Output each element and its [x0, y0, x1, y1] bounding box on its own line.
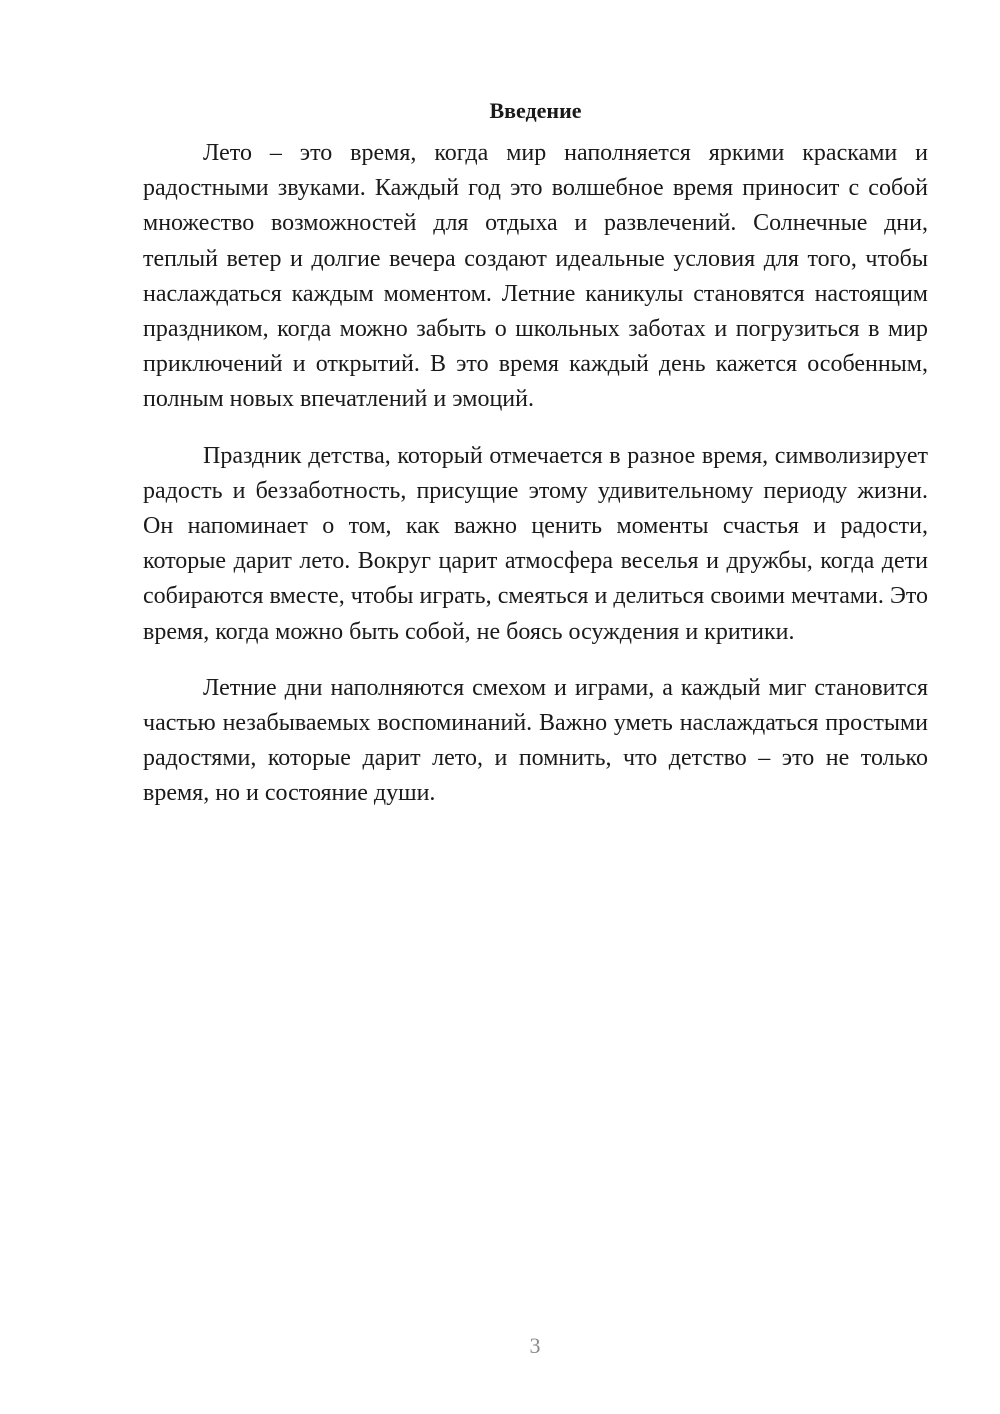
paragraph-3: Летние дни наполняются смехом и играми, а каждый миг становится частью незабываемых воспоминаний. Важно уметь наслаждаться простыми радостями, которые дарит лето, и помнить, что детство – это не только время, но и состояние души. [143, 674, 928, 807]
paragraph-1: Лето – это время, когда мир наполняется яркими красками и радостными звуками. Каждый год это волшебное время приносит с собой множество возможностей для отдыха и развлечений. Солнечные дни, теплый ветер и долгие вечера создают идеальные условия для того, чтобы наслаждаться каждым моментом. Летние каникулы становятся настоящим праздником, когда можно забыть о школьных заботах и погрузиться в мир приключений и открытий. В это время каждый день кажется особенным, полным новых впечатлений и эмоций. [143, 140, 928, 413]
page-number: 3 [529, 1333, 541, 1358]
section-heading: Введение [489, 98, 582, 123]
paragraph-2: Праздник детства, который отмечается в разное время, символизирует радость и беззаботность, присущие этому удивительному периоду жизни. Он напоминает о том, как важно ценить моменты счастья и радости, которые дарит лето. Вокруг царит атмосфера веселья и дружбы, когда дети собираются вместе, чтобы играть, смеяться и делиться своими мечтами. Это время, когда можно быть собой, не боясь осуждения и критики. [143, 442, 928, 645]
page-content [143, 93, 928, 833]
